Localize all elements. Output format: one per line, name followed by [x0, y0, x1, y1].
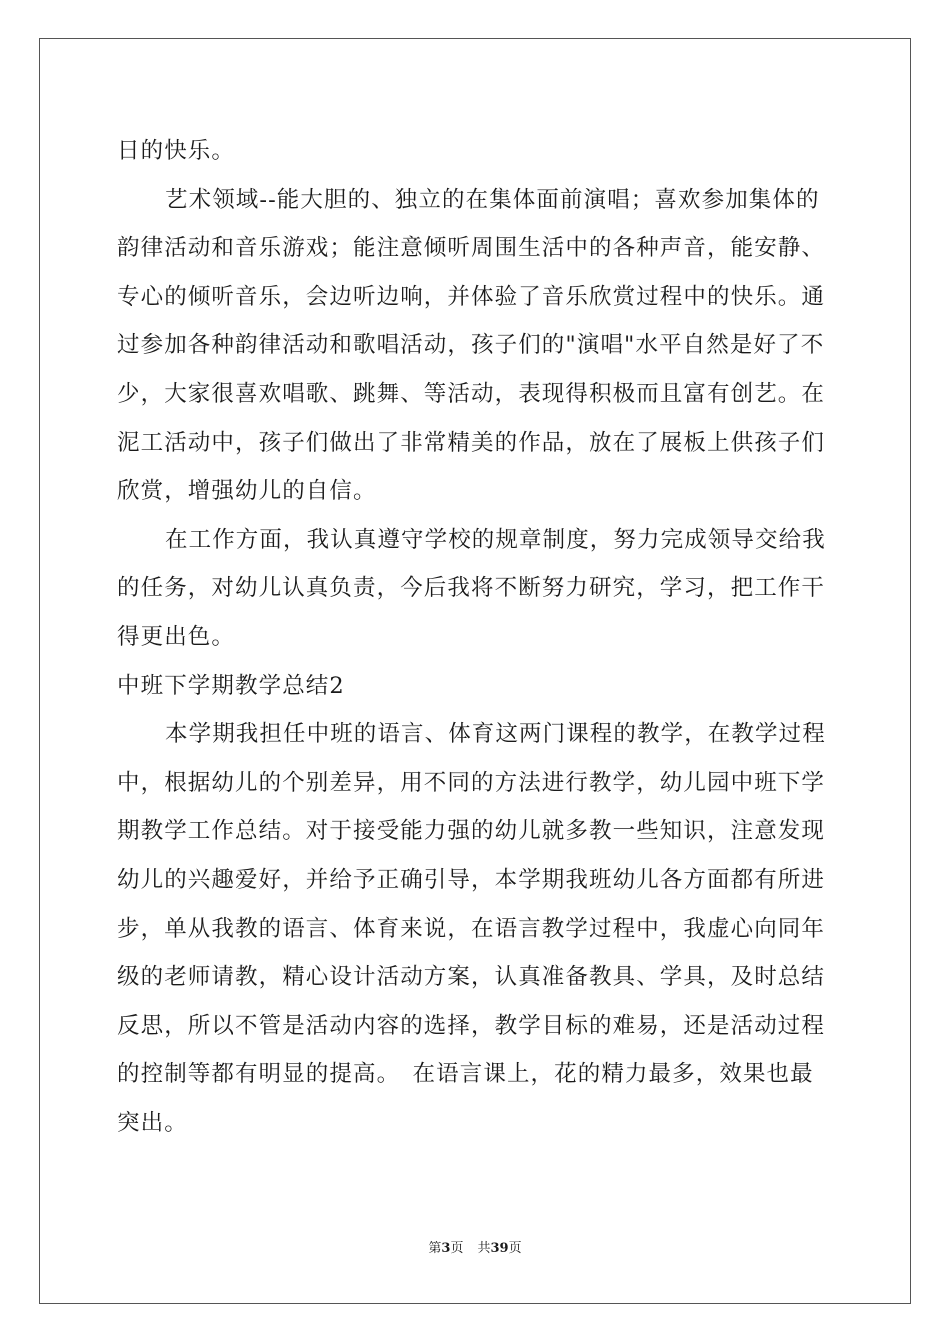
text-line: 日的快乐。: [117, 138, 236, 164]
text-line: 欣赏，增强幼儿的自信。: [117, 478, 377, 505]
text-line: 泥工活动中，孩子们做出了非常精美的作品，放在了展板上供孩子们: [117, 429, 826, 456]
text-line: 幼儿的兴趣爱好，并给予正确引导，本学期我班幼儿各方面都有所进: [117, 866, 826, 893]
text-line: 的控制等都有明显的提高。 在语言课上，花的精力最多，效果也最: [117, 1061, 814, 1088]
paragraph-start-line: 艺术领域--能大胆的、独立的在集体面前演唱；喜欢参加集体的: [165, 186, 820, 213]
section-heading: 中班下学期教学总结2: [117, 672, 345, 699]
text-line: 专心的倾听音乐，会边听边响，并体验了音乐欣赏过程中的快乐。通: [117, 283, 826, 310]
text-line: 级的老师请教，精心设计活动方案，认真准备教具、学具，及时总结: [117, 964, 826, 991]
document-body: [117, 127, 837, 1147]
text-line: 过参加各种韵律活动和歌唱活动，孩子们的"演唱"水平自然是好了不: [117, 332, 825, 359]
total-pages: 共39页: [477, 1241, 522, 1256]
text-line: 少，大家很喜欢唱歌、跳舞、等活动，表现得积极而且富有创艺。在: [117, 380, 826, 407]
paragraph-start-line: 在工作方面，我认真遵守学校的规章制度，努力完成领导交给我: [165, 526, 826, 553]
text-line: 得更出色。: [117, 623, 236, 650]
text-line: 的任务，对幼儿认真负责，今后我将不断努力研究，学习，把工作干: [117, 575, 826, 602]
text-line: 步，单从我教的语言、体育来说，在语言教学过程中，我虚心向同年: [117, 915, 826, 942]
text-line: 突出。: [117, 1109, 188, 1136]
text-line: 中，根据幼儿的个别差异，用不同的方法进行教学，幼儿园中班下学: [117, 769, 826, 796]
paragraph-start-line: 本学期我担任中班的语言、体育这两门课程的教学，在教学过程: [165, 721, 826, 748]
text-line: 期教学工作总结。对于接受能力强的幼儿就多教一些知识，注意发现: [117, 818, 826, 845]
page-footer: [0, 1240, 950, 1258]
text-line: 反思，所以不管是活动内容的选择，教学目标的难易，还是活动过程: [117, 1012, 826, 1039]
page-number: 第3页: [428, 1241, 464, 1256]
text-line: 韵律活动和音乐游戏；能注意倾听周围生活中的各种声音，能安静、: [117, 235, 826, 262]
